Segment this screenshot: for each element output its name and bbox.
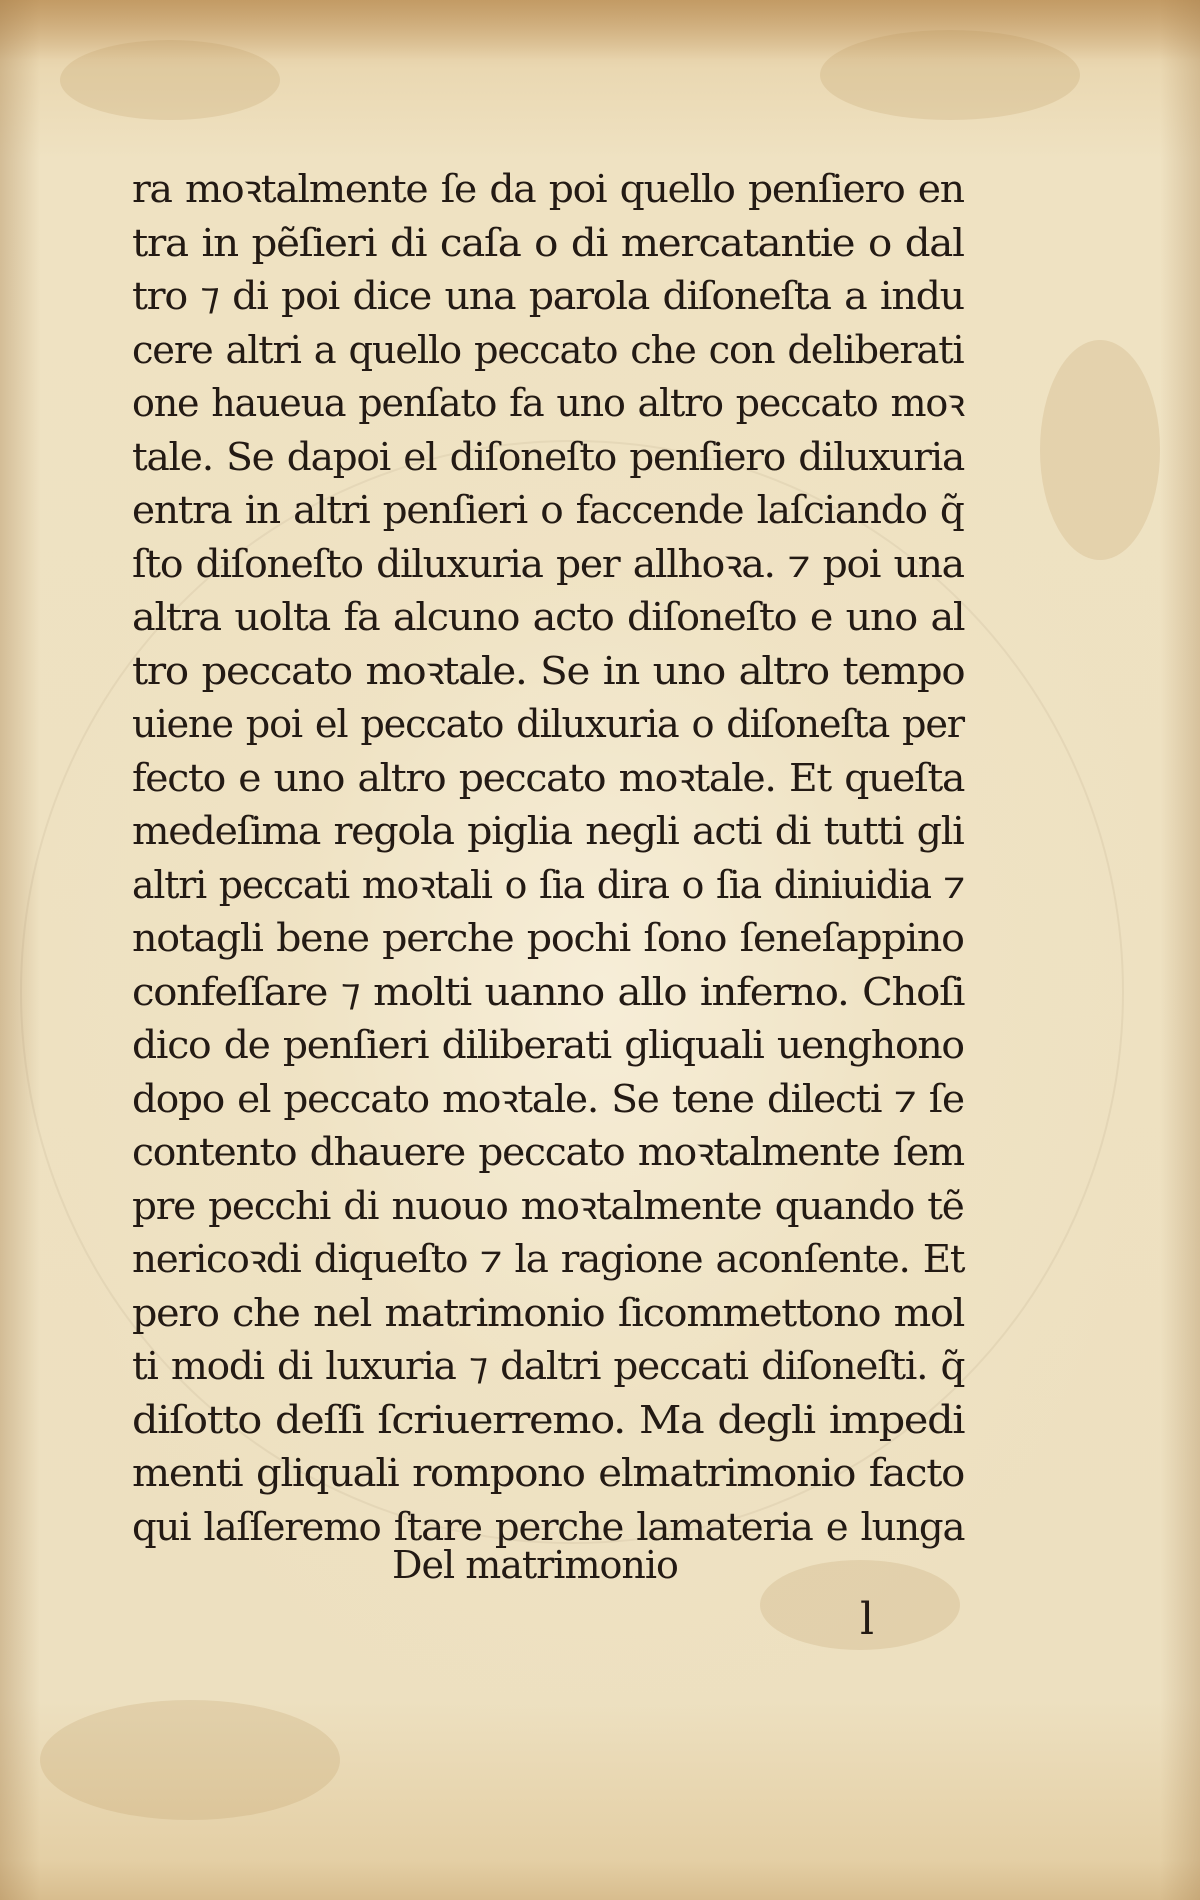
text-line: entra in altri penſieri o faccende laſciando q̃ [132,488,964,532]
text-line: ra moꝛtalmente ſe da poi quello penſiero en [132,167,964,211]
text-line: tra in pẽſieri di caſa o di mercatantie o dal [132,220,964,265]
text-line: tro ⁊ di poi dice una parola diſoneſta a indu [132,274,964,318]
paper-stain [820,30,1080,120]
text-line: altri peccati moꝛtali o ſia dira o ſia diniuidia ⁊ [132,862,965,907]
text-line: medeſima regola piglia negli acti di tutti gli [132,809,964,853]
text-line: one haueua penſato fa uno altro peccato moꝛ [132,381,964,425]
text-line: dico de penſieri diliberati gliquali uenghono [132,1023,964,1067]
text-line: pre pecchi di nuouo moꝛtalmente quando tẽ [132,1183,964,1228]
text-line: altra uolta fa alcuno acto diſoneſto e uno al [132,595,965,639]
text-line: confeſſare ⁊ molti uanno allo inferno. Choſi [132,969,965,1014]
text-line: tro peccato moꝛtale. Se in uno altro tempo [132,648,965,693]
text-line: notagli bene perche pochi ſono ſeneſappino [132,916,964,960]
text-line: fecto e uno altro peccato moꝛtale. Et queſta [132,755,965,800]
page-edge-right [1160,0,1200,1900]
text-line: pero che nel matrimonio ſicommettono mol [132,1290,965,1335]
paper-stain [1040,340,1160,560]
body-text [132,163,964,1554]
text-line: ſto diſoneſto diluxuria per allhoꝛa. ⁊ poi una [132,541,964,586]
text-line: tale. Se dapoi el diſoneſto penſiero diluxuria [132,434,965,479]
text-line: qui laſſeremo ſtare perche lamateria e lunga [132,1504,965,1549]
text-line: ti modi di luxuria ⁊ daltri peccati diſoneſti. q̃ [132,1344,965,1388]
text-line: dopo el peccato moꝛtale. Se tene dilecti ⁊ ſe [132,1076,964,1121]
paper-stain [60,40,280,120]
section-heading: Del matrimonio [392,1543,678,1587]
text-line: uiene poi el peccato diluxuria o diſoneſta per [132,702,964,746]
text-line: cere altri a quello peccato che con deliberati [132,327,964,372]
paper-stain [40,1700,340,1820]
text-line: diſotto deſſi ſcriuerremo. Ma degli impedi [132,1397,965,1442]
text-line: nericoꝛdi diqueſto ⁊ la ragione aconſente. Et [132,1237,965,1281]
folio-mark: l [860,1594,875,1645]
text-line: contento dhauere peccato moꝛtalmente ſem [132,1130,964,1174]
text-line: menti gliquali rompono elmatrimonio facto [132,1451,965,1495]
